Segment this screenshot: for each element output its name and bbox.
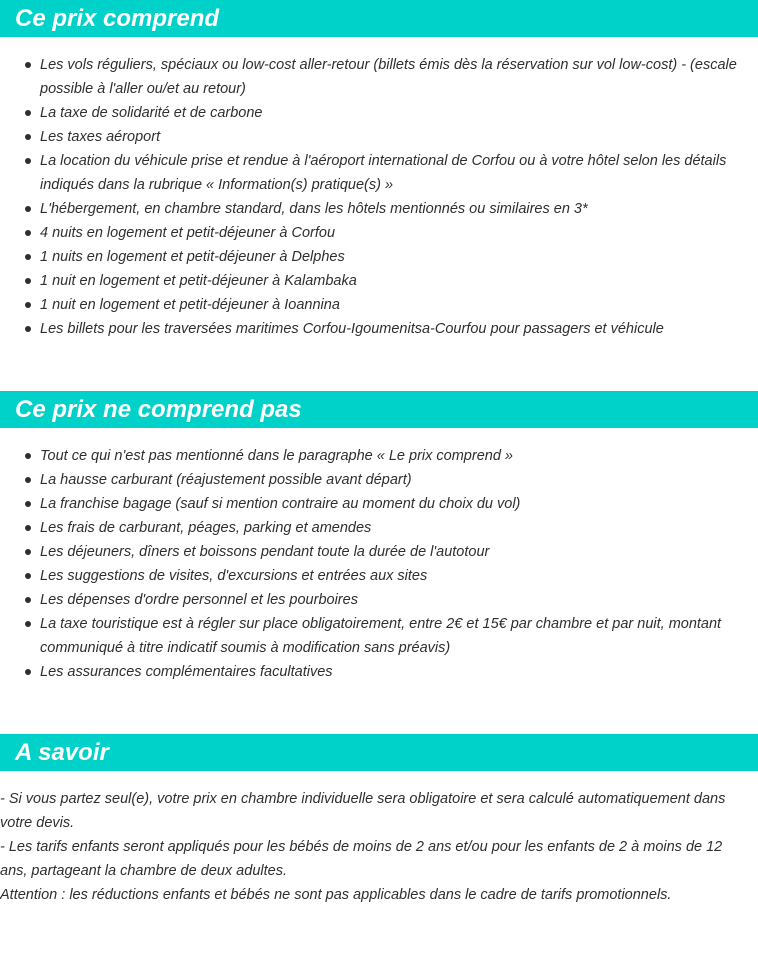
list-item-text: La taxe de solidarité et de carbone xyxy=(40,105,263,121)
list-item xyxy=(0,660,758,684)
section-included xyxy=(0,0,758,341)
list-item-text: Les vols réguliers, spéciaux ou low-cost aller-retour (billets émis dès la réservation sur vol low-cost) - (escale possible à l'aller ou/et au retour) xyxy=(40,57,737,97)
bullet-icon xyxy=(25,573,31,579)
list-item-text: La hausse carburant (réajustement possible avant départ) xyxy=(40,472,412,488)
bullet-icon xyxy=(25,134,31,140)
list-item xyxy=(0,53,758,101)
excluded-list xyxy=(0,444,758,684)
bullet-icon xyxy=(25,62,31,68)
bullet-icon xyxy=(25,597,31,603)
list-item-text: La franchise bagage (sauf si mention contraire au moment du choix du vol) xyxy=(40,496,521,512)
bullet-icon xyxy=(25,621,31,627)
list-item-text: 1 nuits en logement et petit-déjeuner à Delphes xyxy=(40,249,345,265)
list-item xyxy=(0,588,758,612)
list-item xyxy=(0,492,758,516)
section-title-excluded: Ce prix ne comprend pas xyxy=(0,391,758,428)
savoir-content xyxy=(0,771,758,907)
section-savoir xyxy=(0,734,758,907)
section-excluded xyxy=(0,391,758,684)
bullet-icon xyxy=(25,453,31,459)
list-item-text: La taxe touristique est à régler sur place obligatoirement, entre 2€ et 15€ par chambre et par nuit, montant communiqué à titre indicatif soumis à modification sans préavis) xyxy=(40,616,722,656)
list-item xyxy=(0,612,758,660)
list-item-text: 4 nuits en logement et petit-déjeuner à Corfou xyxy=(40,225,336,241)
list-item xyxy=(0,540,758,564)
bullet-icon xyxy=(25,501,31,507)
list-item-text: La location du véhicule prise et rendue à l'aéroport international de Corfou ou à votre hôtel selon les détails indiqués dans la rubrique « Information(s) pratique(s) » xyxy=(40,153,727,193)
list-item-text: L'hébergement, en chambre standard, dans les hôtels mentionnés ou similaires en 3* xyxy=(40,201,588,217)
bullet-icon xyxy=(25,302,31,308)
list-item xyxy=(0,468,758,492)
list-item xyxy=(0,245,758,269)
bullet-icon xyxy=(25,525,31,531)
list-item-text: Les déjeuners, dîners et boissons pendant toute la durée de l'autotour xyxy=(40,544,490,560)
list-item-text: Les taxes aéroport xyxy=(40,129,161,145)
section-title-savoir: A savoir xyxy=(0,734,758,771)
list-item-text: 1 nuit en logement et petit-déjeuner à Ioannina xyxy=(40,297,340,313)
bullet-icon xyxy=(25,278,31,284)
list-item-text: Les billets pour les traversées maritimes Corfou-Igoumenitsa-Courfou pour passagers et véhicule xyxy=(40,321,664,337)
list-item-text: 1 nuit en logement et petit-déjeuner à Kalambaka xyxy=(40,273,357,289)
list-item-text: Les assurances complémentaires facultatives xyxy=(40,664,333,680)
savoir-paragraph: - Les tarifs enfants seront appliqués pour les bébés de moins de 2 ans et/ou pour les enfants de 2 à moins de 12 ans, partageant la chambre de deux adultes. xyxy=(0,839,723,879)
bullet-icon xyxy=(25,477,31,483)
list-item xyxy=(0,101,758,125)
bullet-icon xyxy=(25,158,31,164)
bullet-icon xyxy=(25,230,31,236)
bullet-icon xyxy=(25,549,31,555)
savoir-paragraph: Attention : les réductions enfants et bébés ne sont pas applicables dans le cadre de tarifs promotionnels. xyxy=(0,887,672,903)
included-list xyxy=(0,53,758,341)
section-title-included: Ce prix comprend xyxy=(0,0,758,37)
bullet-icon xyxy=(25,206,31,212)
list-item xyxy=(0,125,758,149)
savoir-paragraph: - Si vous partez seul(e), votre prix en chambre individuelle sera obligatoire et sera calculé automatiquement dans votre devis. xyxy=(0,791,726,831)
bullet-icon xyxy=(25,110,31,116)
list-item-text: Les frais de carburant, péages, parking et amendes xyxy=(40,520,372,536)
list-item xyxy=(0,444,758,468)
list-item-text: Les dépenses d'ordre personnel et les pourboires xyxy=(40,592,358,608)
list-item xyxy=(0,516,758,540)
list-item xyxy=(0,317,758,341)
list-item xyxy=(0,293,758,317)
list-item xyxy=(0,149,758,197)
list-item xyxy=(0,197,758,221)
list-item xyxy=(0,564,758,588)
bullet-icon xyxy=(25,254,31,260)
bullet-icon xyxy=(25,669,31,675)
bullet-icon xyxy=(25,326,31,332)
list-item-text: Tout ce qui n'est pas mentionné dans le paragraphe « Le prix comprend » xyxy=(40,448,513,464)
list-item xyxy=(0,269,758,293)
list-item-text: Les suggestions de visites, d'excursions et entrées aux sites xyxy=(40,568,428,584)
list-item xyxy=(0,221,758,245)
